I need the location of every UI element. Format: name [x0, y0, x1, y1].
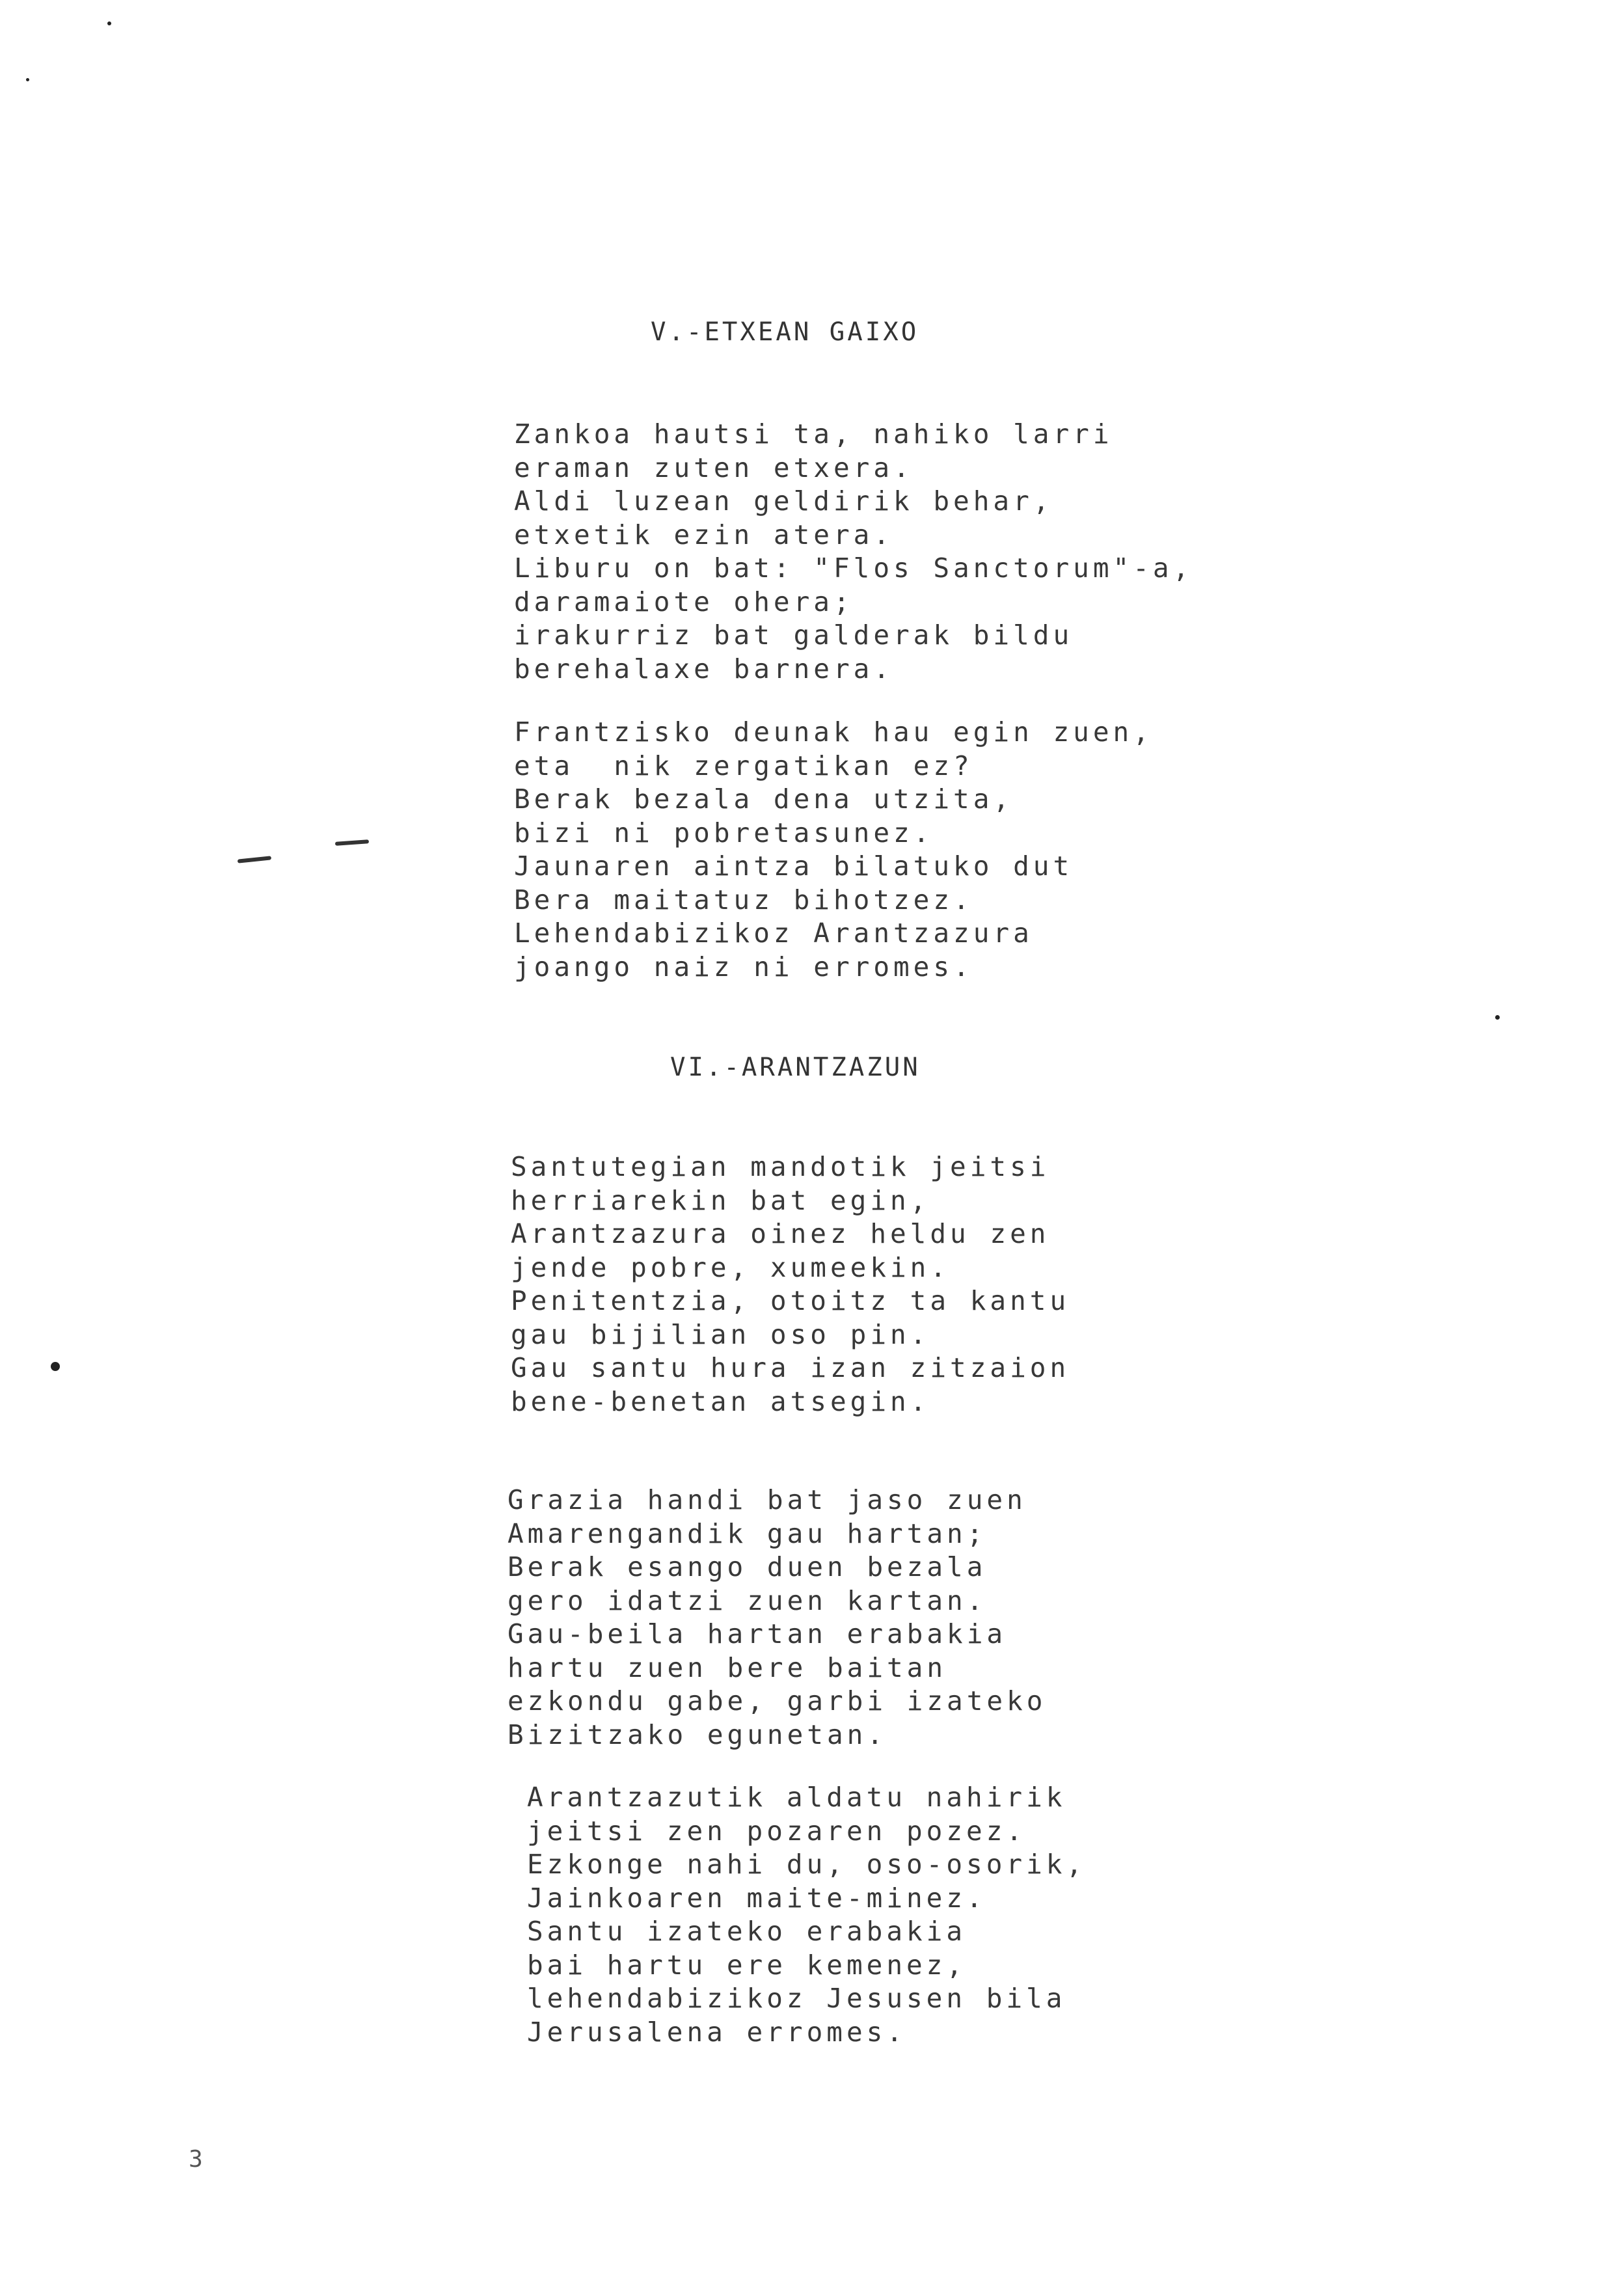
- poem-line: Berak esango duen bezala: [508, 1551, 987, 1582]
- poem-line: etxetik ezin atera.: [514, 519, 893, 550]
- poem-line: Gau-beila hartan erabakia: [508, 1618, 1007, 1650]
- scan-mark: [335, 839, 369, 846]
- poem-line: gau bijilian oso pin.: [511, 1318, 930, 1350]
- poem-line: Bera maitatuz bihotzez.: [514, 884, 973, 916]
- poem-line: Gau santu hura izan zitzaion: [511, 1352, 1070, 1383]
- scan-speck: [107, 21, 111, 25]
- page-number: 3: [189, 2146, 203, 2173]
- poem-line: daramaiote ohera;: [514, 586, 854, 618]
- poem-line: gero idatzi zuen kartan.: [508, 1584, 987, 1616]
- poem-line: Arantzazura oinez heldu zen: [511, 1218, 1050, 1249]
- stanza-2: [514, 716, 1153, 984]
- poem-line: lehendabizikoz Jesusen bila: [527, 1983, 1066, 2014]
- stanza-4: [508, 1484, 1046, 1752]
- poem-line: Frantzisko deunak hau egin zuen,: [514, 716, 1153, 748]
- scan-speck: [51, 1362, 60, 1371]
- poem-line: Lehendabizikoz Arantzazura: [514, 917, 1033, 949]
- poem-line: eraman zuten etxera.: [514, 452, 914, 483]
- section-heading-etxean-gaixo: V.-ETXEAN GAIXO: [651, 318, 919, 347]
- poem-line: ezkondu gabe, garbi izateko: [508, 1685, 1047, 1717]
- stanza-5: [527, 1781, 1086, 2049]
- scan-mark: [237, 856, 271, 863]
- poem-line: Aldi luzean geldirik behar,: [514, 485, 1053, 517]
- poem-line: Santutegian mandotik jeitsi: [511, 1151, 1050, 1182]
- poem-line: Penitentzia, otoitz ta kantu: [511, 1285, 1070, 1316]
- poem-line: herriarekin bat egin,: [511, 1184, 930, 1216]
- poem-line: Liburu on bat: "Flos Sanctorum"-a,: [514, 552, 1193, 584]
- poem-line: bene-benetan atsegin.: [511, 1385, 930, 1417]
- poem-line: Arantzazutik aldatu nahirik: [527, 1782, 1066, 1813]
- poem-line: hartu zuen bere baitan: [508, 1651, 947, 1683]
- poem-line: eta nik zergatikan ez?: [514, 750, 973, 781]
- poem-line: joango naiz ni erromes.: [514, 951, 973, 983]
- stanza-1: [514, 418, 1193, 686]
- scan-speck: [26, 78, 29, 81]
- section-heading-arantzazun: VI.-ARANTZAZUN: [670, 1053, 921, 1082]
- poem-line: bizi ni pobretasunez.: [514, 817, 934, 849]
- poem-line: jeitsi zen pozaren pozez.: [527, 1815, 1027, 1847]
- poem-line: Amarengandik gau hartan;: [508, 1517, 987, 1549]
- poem-line: Jerusalena erromes.: [527, 2016, 906, 2048]
- poem-line: irakurriz bat galderak bildu: [514, 619, 1074, 651]
- poem-line: Ezkonge nahi du, oso-osorik,: [527, 1849, 1087, 1880]
- poem-line: jende pobre, xumeekin.: [511, 1251, 951, 1283]
- poem-line: Grazia handi bat jaso zuen: [508, 1484, 1027, 1515]
- scan-speck: [1495, 1015, 1500, 1020]
- poem-line: bai hartu ere kemenez,: [527, 1949, 967, 1981]
- poem-line: Jaunaren aintza bilatuko dut: [514, 850, 1074, 882]
- poem-line: Berak bezala dena utzita,: [514, 783, 1014, 815]
- poem-line: Zankoa hautsi ta, nahiko larri: [514, 418, 1113, 450]
- poem-line: Santu izateko erabakia: [527, 1916, 967, 1947]
- stanza-3: [511, 1150, 1070, 1419]
- poem-line: Jainkoaren maite-minez.: [527, 1882, 986, 1914]
- poem-line: berehalaxe barnera.: [514, 653, 893, 685]
- poem-line: Bizitzako egunetan.: [508, 1718, 887, 1750]
